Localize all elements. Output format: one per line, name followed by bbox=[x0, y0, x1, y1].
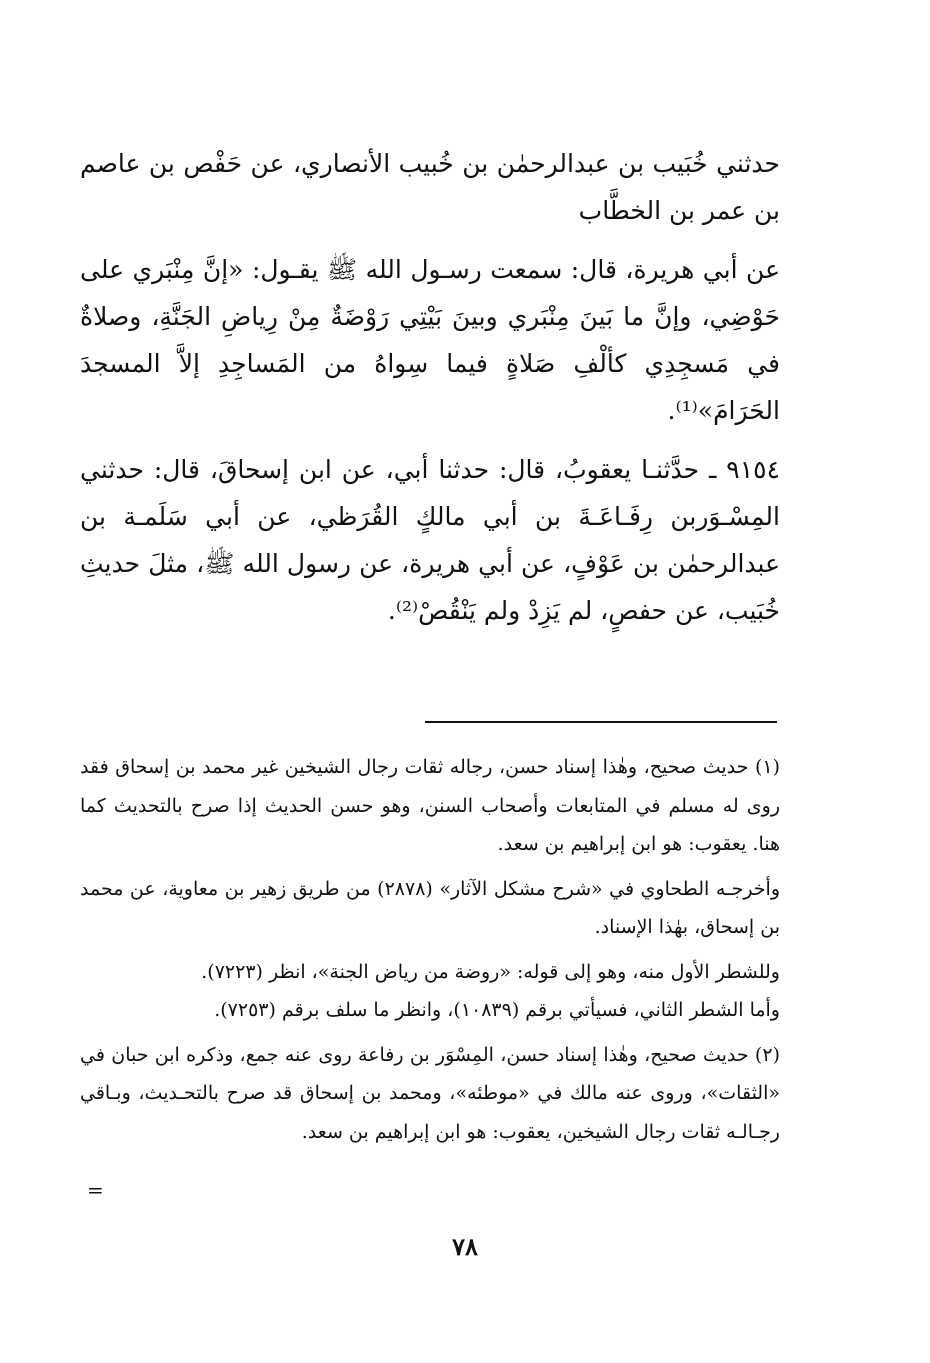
page-number: ٧٨ bbox=[452, 1232, 478, 1261]
footnote-1: (١) حديث صحيح، وهٰذا إسناد حسن، رجاله ثقات رجال الشيخين غير محمد بن إسحاق فقد روى له مسلم في المتابعات وأصحاب السنن، وهو حسن الحديث إذا صرح بالتحديث كما هنا. يعقوب: هو ابن إبراهيم بن سعد. bbox=[80, 756, 780, 855]
footnote-1-takhrij: وأخرجـه الطحاوي في «شرح مشكل الآثار» (٢٨٧٨) من طريق زهير بن معاوية، عن محمد بن إسحاق، بهٰذا الإسناد. bbox=[80, 877, 780, 938]
continuation-mark: = bbox=[87, 1178, 104, 1202]
isnad-paragraph: حدثني خُبَيب بن عبدالرحمٰن بن خُبيب الأنصاري، عن حَفْص بن عاصم بن عمر بن الخطَّاب bbox=[80, 149, 780, 225]
footnote-separator bbox=[425, 721, 777, 723]
footnote-1-second-part: وأما الشطر الثاني، فسيأتي برقم (١٠٨٣٩)، وانظر ما سلف برقم (٧٢٥٣). bbox=[214, 999, 780, 1021]
hadith-9154-paragraph: ٩١٥٤ ـ حدَّثنـا يعقوبُ، قال: حدثنا أبي، عن ابن إسحاقَ، قال: حدثني المِسْـوَربن رِفَـاعَـةَ بن أبي مالكٍ القُرَظي، عن أبي سَلَمـة بن عبدالرحمٰن بن عَوْفٍ، عن أبي هريرة، عن رسول الله ﷺ، مثلَ حديثِ خُبَيب، عن حفصٍ، لم يَزِدْ ولم يَنْقُصْ⁽²⁾. bbox=[80, 455, 780, 625]
main-text bbox=[80, 140, 780, 634]
footnote-1-first-part: وللشطر الأول منه، وهو إلى قوله: «روضة من رياض الجنة»، انظر (٧٢٢٣). bbox=[201, 960, 780, 983]
footnote-2: (٢) حديث صحيح، وهٰذا إسناد حسن، المِسْوَر بن رفاعة روى عنه جمع، وذكره ابن حبان في «الثقات»، وروى عنه مالك في «موطئه»، ومحمد بن إسحاق قد صرح بالتحـديث، وبـاقي رجـالـه ثقات رجال الشيخين، يعقوب: هو ابن إبراهيم بن سعد. bbox=[80, 1043, 780, 1143]
footnotes bbox=[80, 748, 780, 1151]
hadith-paragraph: عن أبي هريرة، قال: سمعت رسـول الله ﷺ يقـول: «إنَّ مِنْبَري على حَوْضِي، وإنَّ ما بَينَ مِنْبَري وبينَ بَيْتِي رَوْضَةٌ مِنْ رِياضِ الجَنَّةِ، وصلاةٌ في مَسجِدِي كألْفِ صَلاةٍ فيما سِواهُ من المَساجِدِ إلاَّ المسجدَ الحَرَامَ»⁽¹⁾. bbox=[80, 255, 780, 425]
